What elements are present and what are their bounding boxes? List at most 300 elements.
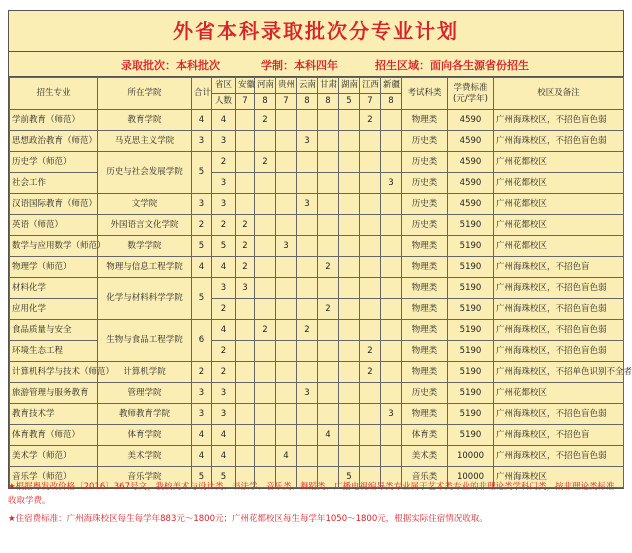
province-count-cell [381, 362, 402, 383]
province-count-cell [236, 152, 255, 173]
province-count-cell: 3 [381, 404, 402, 425]
campus-cell: 广州海珠校区，不招色盲色弱 [494, 110, 624, 131]
table-row [10, 362, 624, 383]
fee-cell: 4590 [448, 110, 494, 131]
province-count-cell [339, 341, 360, 362]
table-row [10, 320, 624, 341]
people-cell: 4 [212, 446, 236, 467]
page-title: 外省本科录取批次分专业计划 [9, 11, 623, 52]
province-count-cell [297, 299, 318, 320]
major-cell: 材料化学 [10, 278, 98, 299]
province-count-cell: 4 [318, 425, 339, 446]
people-cell: 5 [212, 467, 236, 488]
province-count-cell: 2 [255, 152, 276, 173]
major-cell: 食品质量与安全 [10, 320, 98, 341]
subject-cell: 历史类 [402, 215, 448, 236]
province-count-cell [255, 278, 276, 299]
total-cell: 2 [192, 362, 212, 383]
province-count-cell: 2 [360, 341, 381, 362]
province-count-cell [339, 446, 360, 467]
fee-cell: 4590 [448, 194, 494, 215]
province-count-cell [236, 404, 255, 425]
table-row [10, 152, 624, 173]
total-cell: 4 [192, 446, 212, 467]
total-cell: 2 [192, 215, 212, 236]
college-cell: 物理与信息工程学院 [98, 257, 192, 278]
table-row [10, 236, 624, 257]
plan-table [9, 77, 632, 488]
province-count-cell [276, 131, 297, 152]
province-count-cell [276, 110, 297, 131]
province-count-cell [339, 236, 360, 257]
province-count-cell [339, 383, 360, 404]
college-cell: 文学院 [98, 194, 192, 215]
province-count-cell [297, 173, 318, 194]
province-count-cell [360, 383, 381, 404]
fee-cell: 5190 [448, 404, 494, 425]
province-count-cell [297, 257, 318, 278]
province-count-cell [381, 383, 402, 404]
header-prov-6: 江西 [360, 78, 381, 94]
table-row [10, 404, 624, 425]
province-count-cell [318, 131, 339, 152]
major-cell: 计算机科学与技术（师范） [10, 362, 98, 383]
province-count-cell [360, 236, 381, 257]
total-cell: 3 [192, 194, 212, 215]
major-cell: 音乐学（师范） [10, 467, 98, 488]
fee-cell: 4590 [448, 131, 494, 152]
major-cell: 思想政治教育（师范） [10, 131, 98, 152]
header-prov-0: 安徽 [236, 78, 255, 94]
province-count-cell [297, 110, 318, 131]
province-count-cell [297, 446, 318, 467]
province-count-cell [255, 299, 276, 320]
campus-cell: 广州海珠校区，不招色盲色弱 [494, 446, 624, 467]
province-count-cell [381, 341, 402, 362]
province-count-cell: 4 [276, 446, 297, 467]
province-count-cell: 3 [297, 131, 318, 152]
table-row [10, 425, 624, 446]
people-cell: 2 [212, 362, 236, 383]
people-cell: 3 [212, 173, 236, 194]
campus-cell: 广州海珠校区，不招色盲色弱 [494, 131, 624, 152]
province-count-cell: 2 [236, 257, 255, 278]
total-cell: 3 [192, 404, 212, 425]
province-count-cell [360, 446, 381, 467]
province-count-cell: 3 [276, 236, 297, 257]
province-count-cell [255, 257, 276, 278]
province-count-cell [381, 320, 402, 341]
fee-cell: 5190 [448, 236, 494, 257]
province-count-cell [297, 404, 318, 425]
campus-cell: 广州海珠校区，不招色盲 [494, 257, 624, 278]
province-count-cell [360, 257, 381, 278]
province-count-cell [255, 362, 276, 383]
college-cell: 教师教育学院 [98, 404, 192, 425]
college-cell: 历史与社会发展学院 [98, 152, 192, 194]
province-count-cell [339, 299, 360, 320]
region-label: 招生区域：面向各生源省份招生 [375, 59, 529, 72]
header-province: 省区 [212, 78, 236, 94]
total-cell: 5 [192, 278, 212, 320]
fee-cell: 5190 [448, 215, 494, 236]
province-count-cell: 2 [318, 257, 339, 278]
header-prov-total-3: 8 [297, 94, 318, 110]
province-count-cell [339, 173, 360, 194]
total-cell: 6 [192, 320, 212, 362]
province-count-cell: 2 [236, 236, 255, 257]
campus-cell: 广州海珠校区，不招单色识别不全者 [494, 362, 624, 383]
campus-cell: 广州花都校区 [494, 194, 624, 215]
province-count-cell [255, 404, 276, 425]
province-count-cell [236, 110, 255, 131]
province-count-cell [297, 236, 318, 257]
province-count-cell [236, 194, 255, 215]
province-count-cell [339, 362, 360, 383]
province-count-cell [297, 425, 318, 446]
province-count-cell: 3 [297, 194, 318, 215]
campus-cell: 广州花都校区 [494, 383, 624, 404]
province-count-cell [276, 341, 297, 362]
province-count-cell [318, 236, 339, 257]
province-count-cell [255, 194, 276, 215]
campus-cell: 广州花都校区 [494, 215, 624, 236]
table-row [10, 131, 624, 152]
header-people: 人数 [212, 94, 236, 110]
campus-cell: 广州花都校区 [494, 236, 624, 257]
province-count-cell [255, 446, 276, 467]
province-count-cell [255, 425, 276, 446]
fee-cell: 10000 [448, 467, 494, 488]
province-count-cell [276, 194, 297, 215]
province-count-cell [236, 299, 255, 320]
header-prov-total-0: 7 [236, 94, 255, 110]
province-count-cell [297, 152, 318, 173]
subject-cell: 物理类 [402, 404, 448, 425]
header-campus: 校区及备注 [494, 78, 624, 110]
province-count-cell [360, 173, 381, 194]
people-cell: 4 [212, 425, 236, 446]
total-cell: 5 [192, 236, 212, 257]
people-cell: 4 [212, 257, 236, 278]
subject-cell: 历史类 [402, 131, 448, 152]
table-row [10, 278, 624, 299]
province-count-cell [339, 257, 360, 278]
subject-cell: 物理类 [402, 110, 448, 131]
people-cell: 5 [212, 236, 236, 257]
province-count-cell [339, 110, 360, 131]
province-count-cell [360, 194, 381, 215]
total-cell: 5 [192, 467, 212, 488]
province-count-cell [318, 194, 339, 215]
college-cell: 教育学院 [98, 110, 192, 131]
province-count-cell [381, 152, 402, 173]
table-row [10, 257, 624, 278]
people-cell: 2 [212, 341, 236, 362]
major-cell: 教育技术学 [10, 404, 98, 425]
major-cell: 历史学（师范） [10, 152, 98, 173]
province-count-cell [255, 341, 276, 362]
header-prov-2: 贵州 [276, 78, 297, 94]
province-count-cell [318, 362, 339, 383]
header-prov-5: 湖南 [339, 78, 360, 94]
province-count-cell: 2 [255, 320, 276, 341]
subject-cell: 历史类 [402, 194, 448, 215]
total-cell: 3 [192, 383, 212, 404]
plan-sheet [8, 10, 632, 489]
table-row [10, 446, 624, 467]
subject-cell: 历史类 [402, 173, 448, 194]
major-cell: 数学与应用数学（师范） [10, 236, 98, 257]
header-fee: 学费标准 (元/学年) [448, 78, 494, 110]
total-cell: 3 [192, 131, 212, 152]
province-count-cell [255, 173, 276, 194]
province-count-cell [318, 446, 339, 467]
province-count-cell [360, 152, 381, 173]
campus-cell: 广州花都校区 [494, 173, 624, 194]
province-count-cell [381, 131, 402, 152]
subject-cell: 物理类 [402, 341, 448, 362]
table-row [10, 110, 624, 131]
header-prov-total-7: 8 [381, 94, 402, 110]
header-prov-3: 云南 [297, 78, 318, 94]
province-count-cell [360, 404, 381, 425]
people-cell: 3 [212, 404, 236, 425]
college-cell: 外国语言文化学院 [98, 215, 192, 236]
province-count-cell [255, 131, 276, 152]
people-cell: 3 [212, 278, 236, 299]
subject-cell: 美术类 [402, 446, 448, 467]
major-cell: 环境生态工程 [10, 341, 98, 362]
province-count-cell [297, 215, 318, 236]
subject-cell: 物理类 [402, 278, 448, 299]
campus-cell: 广州海珠校区，不招色盲色弱 [494, 341, 624, 362]
college-cell: 马克思主义学院 [98, 131, 192, 152]
fee-cell: 4590 [448, 152, 494, 173]
fee-cell: 5190 [448, 362, 494, 383]
province-count-cell [276, 152, 297, 173]
footnote-dorm: ★住宿费标准：广州海珠校区每生每学年883元～1800元；广州花都校区每生每学年1050～1800元，根据实际住宿情况收取。 [8, 514, 488, 524]
campus-cell: 广州花都校区 [494, 152, 624, 173]
province-count-cell [381, 236, 402, 257]
total-cell: 5 [192, 152, 212, 194]
header-prov-total-1: 8 [255, 94, 276, 110]
province-count-cell [339, 320, 360, 341]
table-row [10, 383, 624, 404]
header-prov-1: 河南 [255, 78, 276, 94]
province-count-cell [381, 425, 402, 446]
header-prov-total-6: 7 [360, 94, 381, 110]
subject-cell: 历史类 [402, 152, 448, 173]
province-count-cell [236, 320, 255, 341]
subject-cell: 音乐类 [402, 467, 448, 488]
province-count-cell [339, 425, 360, 446]
major-cell: 学前教育（师范） [10, 110, 98, 131]
header-major: 招生专业 [10, 78, 98, 110]
province-count-cell: 2 [297, 320, 318, 341]
header-prov-total-2: 7 [276, 94, 297, 110]
major-cell: 社会工作 [10, 173, 98, 194]
province-count-cell [276, 362, 297, 383]
people-cell: 3 [212, 194, 236, 215]
province-count-cell [236, 173, 255, 194]
header-prov-total-4: 8 [318, 94, 339, 110]
system-label: 学制：本科四年 [261, 59, 338, 72]
province-count-cell [276, 278, 297, 299]
province-count-cell [236, 446, 255, 467]
campus-cell: 广州海珠校区，不招色盲色弱 [494, 404, 624, 425]
province-count-cell [236, 341, 255, 362]
major-cell: 物理学（师范） [10, 257, 98, 278]
fee-cell: 5190 [448, 383, 494, 404]
fee-cell: 5190 [448, 320, 494, 341]
subheader [9, 52, 623, 77]
province-count-cell [236, 425, 255, 446]
subject-cell: 体育类 [402, 425, 448, 446]
province-count-cell [318, 152, 339, 173]
people-cell: 4 [212, 110, 236, 131]
header-college: 所在学院 [98, 78, 192, 110]
subject-cell: 物理类 [402, 299, 448, 320]
campus-cell: 广州海珠校区，不招色盲 [494, 425, 624, 446]
college-cell: 化学与材料科学学院 [98, 278, 192, 320]
province-count-cell: 3 [381, 173, 402, 194]
province-count-cell [276, 257, 297, 278]
province-count-cell [339, 404, 360, 425]
college-cell: 音乐学院 [98, 467, 192, 488]
subject-cell: 物理类 [402, 320, 448, 341]
province-count-cell [360, 278, 381, 299]
province-count-cell: 2 [360, 362, 381, 383]
major-cell: 应用化学 [10, 299, 98, 320]
header-subject: 考试科类 [402, 78, 448, 110]
province-count-cell [339, 194, 360, 215]
province-count-cell: 2 [236, 215, 255, 236]
province-count-cell [381, 257, 402, 278]
major-cell: 汉语国际教育（师范） [10, 194, 98, 215]
footnotes [8, 480, 622, 530]
province-count-cell [297, 362, 318, 383]
province-count-cell [381, 278, 402, 299]
province-count-cell [318, 173, 339, 194]
province-count-cell: 2 [318, 299, 339, 320]
total-cell: 4 [192, 110, 212, 131]
province-count-cell [236, 362, 255, 383]
province-count-cell: 2 [360, 110, 381, 131]
province-count-cell [297, 278, 318, 299]
province-count-cell [255, 236, 276, 257]
province-count-cell [381, 299, 402, 320]
header-prov-total-5: 5 [339, 94, 360, 110]
fee-cell: 5190 [448, 278, 494, 299]
people-cell: 3 [212, 383, 236, 404]
campus-cell: 广州海珠校区，不招色盲色弱 [494, 299, 624, 320]
subject-cell: 历史类 [402, 383, 448, 404]
province-count-cell: 3 [236, 278, 255, 299]
fee-cell: 10000 [448, 446, 494, 467]
province-count-cell [318, 383, 339, 404]
province-count-cell [236, 131, 255, 152]
province-count-cell [276, 299, 297, 320]
province-count-cell [381, 110, 402, 131]
campus-cell: 广州海珠校区，不招色盲色弱 [494, 278, 624, 299]
fee-cell: 5190 [448, 425, 494, 446]
college-cell: 计算机学院 [98, 362, 192, 383]
province-count-cell [360, 299, 381, 320]
province-count-cell [276, 425, 297, 446]
province-count-cell [318, 320, 339, 341]
people-cell: 2 [212, 299, 236, 320]
province-count-cell [339, 215, 360, 236]
province-count-cell [255, 215, 276, 236]
province-count-cell [276, 173, 297, 194]
province-count-cell [360, 425, 381, 446]
province-count-cell [318, 278, 339, 299]
fee-cell: 4590 [448, 173, 494, 194]
campus-cell: 广州海珠校区，不招色盲色弱 [494, 320, 624, 341]
major-cell: 旅游管理与服务教育 [10, 383, 98, 404]
header-total: 合计 [192, 78, 212, 110]
fee-cell: 5190 [448, 341, 494, 362]
batch-label: 录取批次：本科批次 [121, 59, 220, 72]
fee-cell: 5190 [448, 299, 494, 320]
people-cell: 2 [212, 152, 236, 173]
province-count-cell [318, 215, 339, 236]
subject-cell: 物理类 [402, 236, 448, 257]
header-prov-4: 甘肃 [318, 78, 339, 94]
province-count-cell: 3 [297, 383, 318, 404]
total-cell: 4 [192, 425, 212, 446]
college-cell: 体育学院 [98, 425, 192, 446]
people-cell: 2 [212, 215, 236, 236]
province-count-cell [339, 152, 360, 173]
province-count-cell [276, 215, 297, 236]
province-count-cell [381, 446, 402, 467]
province-count-cell [339, 131, 360, 152]
province-count-cell [255, 383, 276, 404]
college-cell: 生物与食品工程学院 [98, 320, 192, 362]
campus-cell: 广州海珠校区 [494, 467, 624, 488]
header-row [10, 78, 624, 94]
province-count-cell [360, 320, 381, 341]
subject-cell: 物理类 [402, 257, 448, 278]
college-cell: 管理学院 [98, 383, 192, 404]
footnote-fee: ★根据粤发改价格〔2016〕367号文，我校美术与设计类、书法学、音乐类、舞蹈类、广播电视编导类专业属于艺术类专业的非理论类学科门类，按非理论类标准收取学费。 [8, 482, 615, 506]
total-cell: 4 [192, 257, 212, 278]
subject-cell: 物理类 [402, 362, 448, 383]
province-count-cell [297, 341, 318, 362]
province-count-cell [318, 110, 339, 131]
major-cell: 美术学（师范） [10, 446, 98, 467]
province-count-cell [276, 383, 297, 404]
province-count-cell [339, 278, 360, 299]
province-count-cell [318, 341, 339, 362]
major-cell: 英语（师范） [10, 215, 98, 236]
major-cell: 体育教育（师范） [10, 425, 98, 446]
province-count-cell [276, 404, 297, 425]
fee-cell: 5190 [448, 257, 494, 278]
college-cell: 美术学院 [98, 446, 192, 467]
table-row [10, 194, 624, 215]
province-count-cell [318, 404, 339, 425]
province-count-cell [276, 320, 297, 341]
province-count-cell: 5 [339, 467, 360, 488]
people-cell: 3 [212, 131, 236, 152]
province-count-cell [360, 131, 381, 152]
header-prov-7: 新疆 [381, 78, 402, 94]
college-cell: 数学学院 [98, 236, 192, 257]
province-count-cell [381, 215, 402, 236]
